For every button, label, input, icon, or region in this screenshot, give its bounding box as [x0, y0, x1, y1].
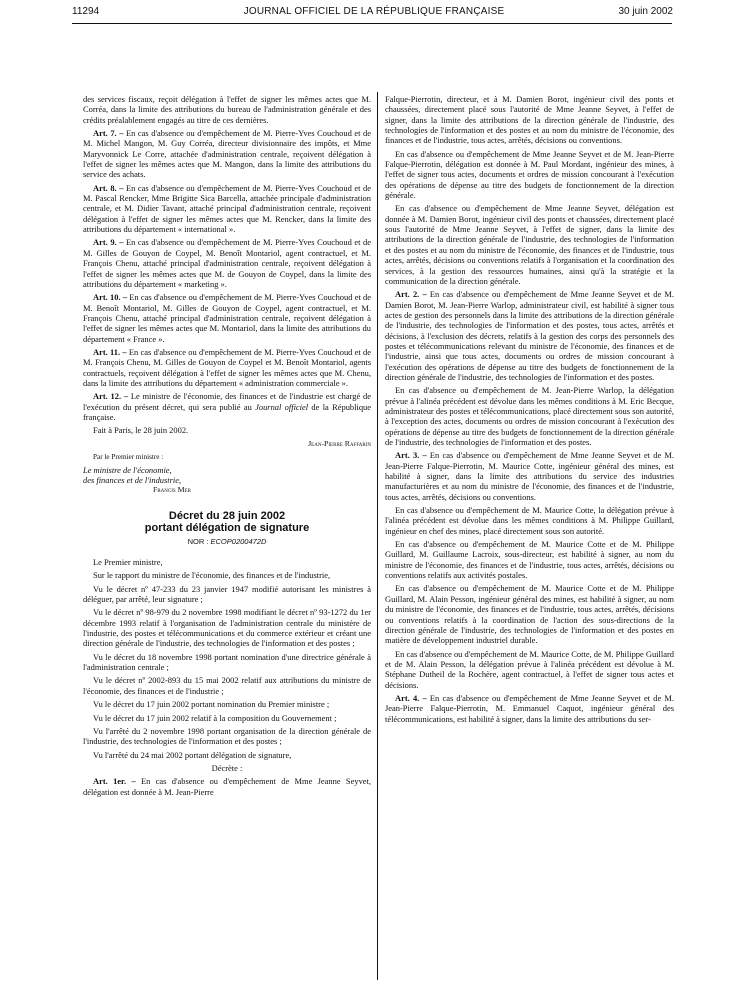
- article-10: [83, 292, 371, 344]
- page-number: 11294: [72, 6, 100, 17]
- article-label: Art. 4. –: [395, 692, 427, 703]
- visa: Vu le décret nº 2002-893 du 15 mai 2002 relatif aux attributions du ministre de l'économie, des finances et de l'industrie ;: [83, 675, 371, 696]
- article-8: [83, 183, 371, 235]
- paragraph: Sur le rapport du ministre de l'économie, des finances et de l'industrie,: [93, 570, 331, 581]
- paragraph: En cas d'absence ou d'empêchement de M. Maurice Cotte, de M. Philippe Guillard et de M. Alain Pesson, la délégation prévue à l'alinéa précédent est dévolue à M. Stéphane Dutheil de la Rochère, agent contractuel, à l'effet de signer tous actes et décisions.: [385, 648, 674, 690]
- article-label: Art. 1er. –: [93, 776, 136, 787]
- column-divider: [377, 92, 378, 980]
- article-2: [385, 289, 674, 382]
- minister-title-2: des finances et de l'industrie,: [83, 475, 182, 486]
- article-text: En cas d'absence ou d'empêchement de M. Pierre-Yves Couchoud et de M. Pascal Rencker, Mme Brigitte Sica Barcella, attachée principale d'administration centrale, et M. Didier Tavant, attaché principal d'administration centrale, reçoivent délégation à l'effet de signer les mêmes actes que M. Rencker, dans la limite des attributions du département « international ».: [83, 182, 371, 235]
- visa: Vu le décret nº 98-979 du 2 novembre 1998 modifiant le décret nº 93-1272 du 1er décembre 1993 relatif à l'organisation de l'administration centrale du ministère de l'industrie, des postes et télécommunications et du commerce extérieur et créant une direction générale de l'industrie, des technologies de l'information et des postes ;: [83, 607, 371, 649]
- signatory-name: Jean-Pierre Raffarin: [308, 438, 371, 448]
- article-11: [83, 347, 371, 388]
- article-text: En cas d'absence ou d'empêchement de Mme Jeanne Seyvet et de M. Jean-Pierre Falque-Pierrotin, M. Maurice Cotte, ingénieur général des mines, est habilité à signer, dans la limite des attributions du service des industries manufacturières et au nom du ministre de l'économie, des finances et de l'industrie, tous actes, arrêtés, décisions ou conventions.: [385, 450, 674, 502]
- decree-title: [83, 510, 371, 534]
- article-text: de la République française.: [83, 401, 371, 422]
- right-column: [385, 94, 674, 727]
- article-text: En cas d'absence ou d'empêchement de Mme Jeanne Seyvet et de M. Jean-Pierre Falque-Pierrotin, M. Emmanuel Caquot, ingénieur général des télécommunications, est habilité à signer, dans la limite des attributions du ser-: [385, 692, 674, 724]
- minister-title-1: Le ministre de l'économie,: [83, 465, 172, 476]
- article-text: En cas d'absence ou d'empêchement de M. Pierre-Yves Couchoud et de M. Gilles de Gouyon de Coypel, M. Benoît Montariol, agent contractuel, et M. François Chenu, attaché principal d'administration centrale, reçoivent délégation à l'effet de signer les mêmes actes que M. de Gouyon de Coypel, dans la limite des attributions du département « marketing ».: [83, 237, 371, 289]
- article-label: Art. 9. –: [93, 237, 124, 248]
- nor-code: ECOP0200472D: [210, 536, 267, 546]
- decree-title-line-2: portant délégation de signature: [144, 521, 310, 534]
- article-text: En cas d'absence ou d'empêchement de Mme Jeanne Seyvet, délégation est donnée à M. Jean-Pierre: [83, 776, 371, 797]
- article-label: Art. 8. –: [93, 182, 124, 193]
- article-text: Le ministre de l'économie, des finances et de l'industrie est chargé de l'exécution du présent décret, qui sera publié au: [83, 391, 371, 412]
- article-text: En cas d'absence ou d'empêchement de Mme Jeanne Seyvet et de M. Damien Borot, M. Jean-Pierre Warlop, administrateur civil, est habilité à signer tous actes de gestion des personnels dans la limite des attributions de la direction générale de l'industrie, des technologies de l'information et des postes, tous actes, arrêtés et décisions, à l'exclusion des décrets, relatifs à la gestion des corps des personnels des postes et télécommunications relevant du ministre de l'économie, des finances et de l'industrie, ainsi que tous actes, documents ou ordres de mission concourant à l'exécution des opérations de dépense au titre des budgets de fonctionnement de la direction générale de l'industrie, des technologies de l'information et des postes.: [385, 289, 674, 382]
- visa: Vu l'arrêté du 24 mai 2002 portant délégation de signature,: [93, 749, 292, 760]
- paragraph: En cas d'absence ou d'empêchement de M. Jean-Pierre Warlop, la délégation prévue à l'alinéa précédent est dévolue dans les mêmes conditions à M. Eric Becque, administrateur des postes et télécommunications, placé directement sous son autorité, à l'exception des actes, documents ou ordres de mission concourant à l'exécution des opérations de dépense au titre des budgets de fonctionnement de la direction générale de l'industrie, des technologies de l'information et des postes.: [385, 385, 674, 447]
- visa: Vu le décret du 18 novembre 1998 portant nomination d'une directrice générale à l'administration centrale ;: [83, 651, 371, 673]
- article-text: En cas d'absence ou d'empêchement de M. Pierre-Yves Couchoud et de M. Michel Mangon, M. Guy Corréa, directeur divisionnaire des impôts, et Mme Maryvonnick Le Corre, attachée d'administration centrale, reçoivent délégation à l'effet de signer les mêmes actes que M. Mangon, dans la limite des attributions du service des achats.: [83, 128, 371, 180]
- article-text: En cas d'absence ou d'empêchement de M. Pierre-Yves Couchoud et de M. Benoît Montariol, M. Gilles de Gouyon de Coypel, agent contractuel, et M. François Chenu, attaché principal d'administration centrale, reçoivent délégation à l'effet de signer les mêmes actes que M. Montariol, dans la limite des attributions du département « France ».: [83, 292, 371, 344]
- article-label: Art. 12. –: [93, 391, 129, 402]
- article-4: [385, 693, 674, 724]
- decrete: Décrète :: [211, 762, 243, 773]
- paragraph: En cas d'absence ou d'empêchement de M. Maurice Cotte, la délégation prévue à l'alinéa précédent est dévolue dans les mêmes conditions à M. Philippe Guillard, ingénieur en chef des mines, placé directement sous son autorité.: [385, 505, 674, 536]
- paragraph: En cas d'absence ou d'empêchement de Mme Jeanne Seyvet et de M. Jean-Pierre Falque-Pierrotin, délégation est donnée à M. Paul Mordant, ingénieur des mines, à l'effet de signer tous actes, documents et ordres de mission concourant à l'exécution des opérations de dépense au titre des budgets de fonctionnement de la direction générale.: [385, 148, 674, 201]
- header-rule: [72, 23, 672, 24]
- article-label: Art. 7. –: [93, 128, 124, 139]
- article-label: Art. 2. –: [395, 289, 427, 300]
- article-1: [83, 776, 371, 797]
- minister-name: Francis Mer: [153, 485, 191, 495]
- journal-name: Journal officiel: [255, 401, 309, 412]
- visa: Vu le décret du 17 juin 2002 portant nomination du Premier ministre ;: [93, 699, 330, 710]
- nor-reference: [83, 537, 371, 547]
- place-date: Fait à Paris, le 28 juin 2002.: [93, 425, 189, 436]
- article-text: En cas d'absence ou d'empêchement de M. Pierre-Yves Couchoud et de M. François Chenu, M. Gilles de Gouyon de Coypel et M. Benoît Montariol, agents contractuels, reçoivent délégation à l'effet de signer les mêmes actes que M. Chenu, dans la limite des attributions du département « administration commerciale ».: [83, 346, 371, 388]
- paragraph: des services fiscaux, reçoit délégation à l'effet de signer les mêmes actes que M. Corréa, dans la limite des attributions du bureau de l'administration générale et des crédits préalablement engagés au titre de ces dernières.: [83, 94, 371, 125]
- visa: Vu le décret du 17 juin 2002 relatif à la composition du Gouvernement ;: [93, 712, 337, 723]
- article-3: [385, 450, 674, 502]
- issue-date: 30 juin 2002: [618, 6, 673, 17]
- paragraph: En cas d'absence ou d'empêchement de M. Maurice Cotte et de M. Philippe Guillard, M. Alain Pesson, ingénieur général des mines, est habilité à signer, au nom du ministre de l'économie, des finances et de l'industrie, tous actes, arrêtés, décisions ou conventions relatifs à la coordination de l'action des sous-directions de la direction générale de l'industrie, des technologies de l'information et des postes en matière de développement industriel durable.: [385, 583, 674, 646]
- paragraph: En cas d'absence ou d'empêchement de Mme Jeanne Seyvet, délégation est donnée à M. Damien Borot, ingénieur civil des ponts et chaussées, directement placé sous l'autorité de Mme Jeanne Seyvet, à l'effet de signer, dans la limite des attributions de la direction générale de l'industrie, des technologies de l'information et des postes et au nom du ministre de l'économie, des finances et de l'industrie, tous actes, arrêtés, décisions ou conventions relatifs à l'organisation et la coordination des services, à la gestion des ressources humaines, ainsi qu'à la stratégie et la communication de la direction générale.: [385, 203, 674, 286]
- article-label: Art. 3. –: [395, 450, 427, 461]
- paragraph: Le Premier ministre,: [93, 557, 163, 568]
- article-label: Art. 11. –: [93, 346, 127, 357]
- article-12: [83, 391, 371, 422]
- article-9: [83, 237, 371, 289]
- decree-title-line-1: Décret du 28 juin 2002: [168, 509, 286, 522]
- article-7: [83, 128, 371, 180]
- visa: Vu le décret nº 47-233 du 23 janvier 1947 modifié autorisant les ministres à déléguer, par arrêté, leur signature ;: [83, 583, 371, 605]
- visa: Vu l'arrêté du 2 novembre 1998 portant organisation de la direction générale de l'industrie, des technologies de l'information et des postes ;: [83, 725, 371, 747]
- paragraph: En cas d'absence ou d'empêchement de M. Maurice Cotte et de M. Philippe Guillard, M. Guillaume Lacroix, sous-directeur, est habilité à signer, au nom du ministre de l'économie, des finances et de l'industrie, tous actes, arrêtés, décisions ou conventions relatifs aux activités postales.: [385, 539, 674, 581]
- nor-label: NOR :: [187, 536, 211, 546]
- by-the-pm: Par le Premier ministre :: [93, 453, 164, 461]
- left-column: [83, 94, 371, 800]
- paragraph: Falque-Pierrotin, directeur, et à M. Damien Borot, ingénieur civil des ponts et chaussées, directement placé sous l'autorité de Mme Jeanne Seyvet, à l'effet de signer, dans la limite des attributions de la direction générale de l'industrie, des technologies de l'information et des postes et au nom du ministre de l'économie, des finances et de l'industrie, tous actes, arrêtés, décisions ou conventions.: [385, 94, 674, 146]
- article-label: Art. 10. –: [93, 292, 127, 303]
- journal-title: JOURNAL OFFICIEL DE LA RÉPUBLIQUE FRANÇAISE: [243, 6, 505, 17]
